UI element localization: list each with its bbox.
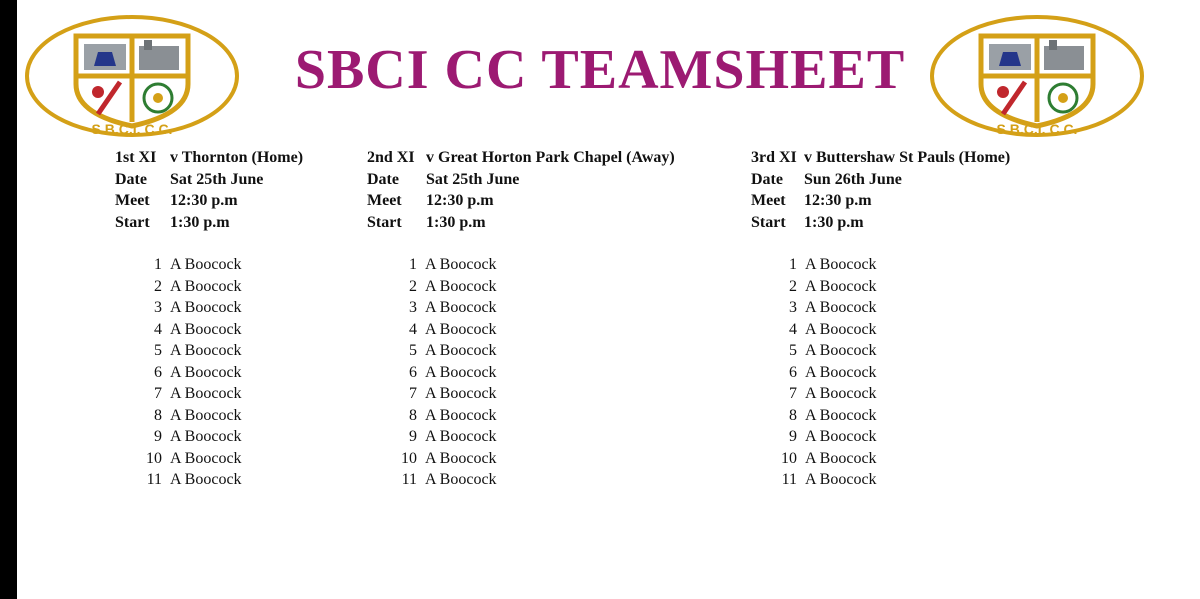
player-number: 2 [154,277,162,295]
player-name: A Boocock [805,449,877,467]
date-label: Date [115,170,147,188]
date-value: Sun 26th June [804,170,902,188]
fixture-text: v Great Horton Park Chapel (Away) [426,149,675,166]
player-name: A Boocock [805,428,877,445]
player-name: A Boocock [170,320,242,338]
player-number: 1 [789,256,797,273]
meet-row [115,190,238,212]
date-value: Sat 25th June [170,170,264,188]
date-row [751,169,902,191]
player-number: 11 [146,471,162,488]
player-name: A Boocock [170,277,242,295]
start-row [751,212,864,234]
fixture-row [367,147,675,169]
player-name: A Boocock [805,277,877,295]
team-column-1st-xi [115,147,304,233]
player-number: 7 [409,385,417,402]
player-number: 3 [789,299,797,316]
fixture-row [115,147,304,169]
player-name: A Boocock [425,342,497,359]
team-column-2nd-xi [367,147,675,233]
player-number: 3 [154,299,162,316]
player-name: A Boocock [170,342,242,359]
player-name: A Boocock [170,471,242,488]
player-name: A Boocock [170,385,242,402]
player-name: A Boocock [805,406,877,424]
player-number: 9 [789,428,797,445]
player-name: A Boocock [170,256,242,273]
player-number: 8 [409,406,417,424]
player-number: 4 [789,320,797,338]
meet-value: 12:30 p.m [170,192,238,209]
player-name: A Boocock [170,406,242,424]
team-column-3rd-xi [751,147,1011,233]
player-name: A Boocock [805,320,877,338]
date-row [367,169,520,191]
fixture-row [751,147,1011,169]
player-number: 7 [154,385,162,402]
player-name: A Boocock [805,256,877,273]
player-name: A Boocock [425,471,497,488]
date-value: Sat 25th June [426,170,520,188]
start-label: Start [751,213,786,231]
date-label: Date [751,170,783,188]
date-label: Date [367,170,399,188]
player-number: 4 [409,320,417,338]
player-name: A Boocock [425,299,497,316]
start-label: Start [115,213,150,231]
page-title: SBCI CC TEAMSHEET [294,39,906,101]
player-number: 10 [401,449,417,467]
player-number: 5 [409,342,417,359]
player-number: 5 [789,342,797,359]
player-number: 10 [146,449,162,467]
player-number: 6 [789,363,797,381]
meet-row [751,190,872,212]
player-name: A Boocock [170,449,242,467]
player-number: 2 [789,277,797,295]
player-name: A Boocock [170,428,242,445]
team-name: 1st XI [115,149,157,166]
player-name: A Boocock [805,385,877,402]
player-number: 1 [409,256,417,273]
player-name: A Boocock [805,342,877,359]
player-name: A Boocock [425,320,497,338]
player-number: 4 [154,320,162,338]
start-row [367,212,486,234]
svg-text:S.B.C.I. C.C.: S.B.C.I. C.C. [996,121,1078,137]
svg-text:S.B.C.I. C.C.: S.B.C.I. C.C. [91,121,173,137]
start-value: 1:30 p.m [426,213,486,231]
player-name: A Boocock [425,363,497,381]
team-name: 3rd XI [751,149,797,166]
player-number: 9 [154,428,162,445]
date-row [115,169,264,191]
player-number: 11 [401,471,417,488]
fixture-text: v Thornton (Home) [170,149,304,166]
start-value: 1:30 p.m [170,213,230,231]
player-number: 8 [154,406,162,424]
player-number: 3 [409,299,417,316]
player-number: 5 [154,342,162,359]
player-name: A Boocock [425,428,497,445]
player-number: 8 [789,406,797,424]
fixture-text: v Buttershaw St Pauls (Home) [804,149,1011,166]
player-name: A Boocock [170,363,242,381]
start-row [115,212,230,234]
player-number: 7 [789,385,797,402]
meet-value: 12:30 p.m [804,192,872,209]
team-name: 2nd XI [367,149,415,166]
meet-label: Meet [115,192,150,209]
player-name: A Boocock [805,363,877,381]
meet-row [367,190,494,212]
player-name: A Boocock [805,299,877,316]
player-number: 2 [409,277,417,295]
player-number: 6 [154,363,162,381]
player-name: A Boocock [425,277,497,295]
player-name: A Boocock [425,256,497,273]
start-value: 1:30 p.m [804,213,864,231]
player-number: 10 [781,449,797,467]
meet-value: 12:30 p.m [426,192,494,209]
player-name: A Boocock [805,471,877,488]
meet-label: Meet [751,192,786,209]
player-number: 6 [409,363,417,381]
player-number: 11 [781,471,797,488]
player-name: A Boocock [425,385,497,402]
player-name: A Boocock [170,299,242,316]
player-number: 1 [154,256,162,273]
player-name: A Boocock [425,406,497,424]
player-number: 9 [409,428,417,445]
start-label: Start [367,213,402,231]
meet-label: Meet [367,192,402,209]
player-name: A Boocock [425,449,497,467]
